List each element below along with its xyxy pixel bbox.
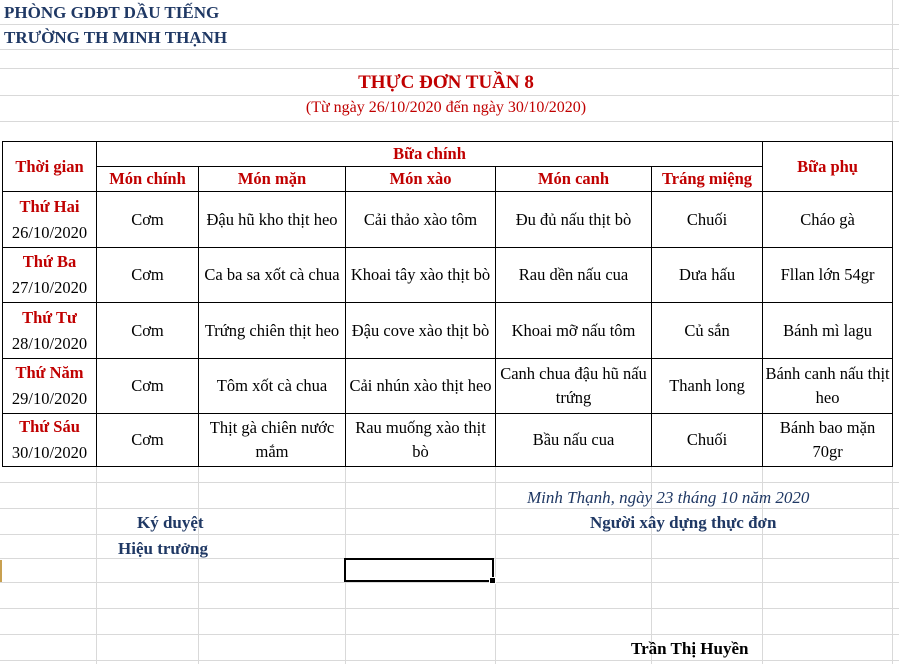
day-cell[interactable] (3, 359, 97, 414)
table-row (3, 192, 893, 248)
day-cell[interactable] (3, 248, 97, 303)
menu-table (2, 141, 893, 467)
cell-trang-mieng[interactable]: Dưa hấu (652, 248, 763, 303)
cell-mon-canh[interactable]: Rau dền nấu cua (496, 248, 652, 303)
page-title: THỰC ĐƠN TUẦN 8 (358, 72, 534, 93)
cell-trang-mieng[interactable]: Chuối (652, 192, 763, 248)
day-name: Thứ Hai (19, 196, 80, 216)
cell-bua-phu[interactable]: Fllan lớn 54gr (763, 248, 893, 303)
cell-mon-man[interactable]: Tôm xốt cà chua (199, 359, 346, 414)
cell-mon-xao[interactable]: Rau muống xào thịt bò (346, 414, 496, 467)
cell-mon-canh[interactable]: Canh chua đậu hũ nấu trứng (496, 359, 652, 414)
header-trang-mieng[interactable]: Tráng miệng (652, 167, 763, 192)
cell-mon-chinh[interactable]: Cơm (97, 359, 199, 414)
cell-mon-canh[interactable]: Đu đủ nấu thịt bò (496, 192, 652, 248)
day-cell[interactable] (3, 192, 97, 248)
cell-mon-canh[interactable]: Bầu nấu cua (496, 414, 652, 467)
day-cell[interactable] (3, 414, 97, 467)
cell-bua-phu[interactable]: Bánh canh nấu thịt heo (763, 359, 893, 414)
cell-trang-mieng[interactable]: Thanh long (652, 359, 763, 414)
header-mon-chinh[interactable]: Món chính (97, 167, 199, 192)
cell-mon-xao[interactable]: Cải nhún xào thịt heo (346, 359, 496, 414)
cell-mon-man[interactable]: Đậu hũ kho thịt heo (199, 192, 346, 248)
principal-label: Hiệu trưởng (118, 539, 208, 558)
header-snack[interactable]: Bữa phụ (763, 142, 893, 192)
day-name: Thứ Tư (22, 307, 77, 327)
fill-handle[interactable] (489, 577, 496, 584)
row-marker (0, 560, 2, 582)
header-mon-canh[interactable]: Món canh (496, 167, 652, 192)
day-name: Thứ Sáu (19, 417, 80, 436)
cell-bua-phu[interactable]: Bánh mì lagu (763, 303, 893, 359)
table-row (3, 248, 893, 303)
table-row (3, 359, 893, 414)
cell-trang-mieng[interactable]: Chuối (652, 414, 763, 467)
day-date: 28/10/2020 (11, 333, 88, 353)
day-name: Thứ Ba (22, 252, 77, 271)
cell-mon-xao[interactable]: Khoai tây xào thịt bò (346, 248, 496, 303)
place-date: Minh Thạnh, ngày 23 tháng 10 năm 2020 (527, 488, 810, 507)
header-time[interactable]: Thời gian (3, 142, 97, 192)
header-mon-xao[interactable]: Món xào (346, 167, 496, 192)
cell-mon-chinh[interactable]: Cơm (97, 303, 199, 359)
cell-mon-xao[interactable]: Đậu cove xào thịt bò (346, 303, 496, 359)
cell-mon-canh[interactable]: Khoai mỡ nấu tôm (496, 303, 652, 359)
cell-mon-chinh[interactable]: Cơm (97, 192, 199, 248)
page-subtitle: (Từ ngày 26/10/2020 đến ngày 30/10/2020) (305, 99, 587, 116)
cell-mon-xao[interactable]: Cải thảo xào tôm (346, 192, 496, 248)
day-cell[interactable] (3, 303, 97, 359)
approve-label: Ký duyệt (137, 513, 204, 532)
menu-builder-name: Trần Thị Huyền (631, 639, 749, 658)
cell-mon-chinh[interactable]: Cơm (97, 414, 199, 467)
cell-bua-phu[interactable]: Bánh bao mặn 70gr (763, 414, 893, 467)
day-date: 30/10/2020 (11, 443, 88, 462)
selected-cell[interactable] (344, 558, 494, 582)
table-row (3, 303, 893, 359)
header-main-meal[interactable]: Bữa chính (97, 142, 763, 167)
cell-mon-man[interactable]: Trứng chiên thịt heo (199, 303, 346, 359)
day-date: 26/10/2020 (11, 222, 88, 242)
school-name: TRƯỜNG TH MINH THẠNH (4, 28, 228, 47)
cell-mon-man[interactable]: Ca ba sa xốt cà chua (199, 248, 346, 303)
cell-mon-chinh[interactable]: Cơm (97, 248, 199, 303)
day-date: 29/10/2020 (11, 389, 88, 408)
header-mon-man[interactable]: Món mặn (199, 167, 346, 192)
office-name: PHÒNG GDĐT DẦU TIẾNG (4, 3, 220, 22)
menu-builder-label: Người xây dựng thực đơn (590, 513, 777, 532)
cell-bua-phu[interactable]: Cháo gà (763, 192, 893, 248)
day-name: Thứ Năm (15, 363, 84, 382)
cell-trang-mieng[interactable]: Củ sắn (652, 303, 763, 359)
table-row (3, 414, 893, 467)
day-date: 27/10/2020 (11, 278, 88, 297)
cell-mon-man[interactable]: Thịt gà chiên nước mắm (199, 414, 346, 467)
